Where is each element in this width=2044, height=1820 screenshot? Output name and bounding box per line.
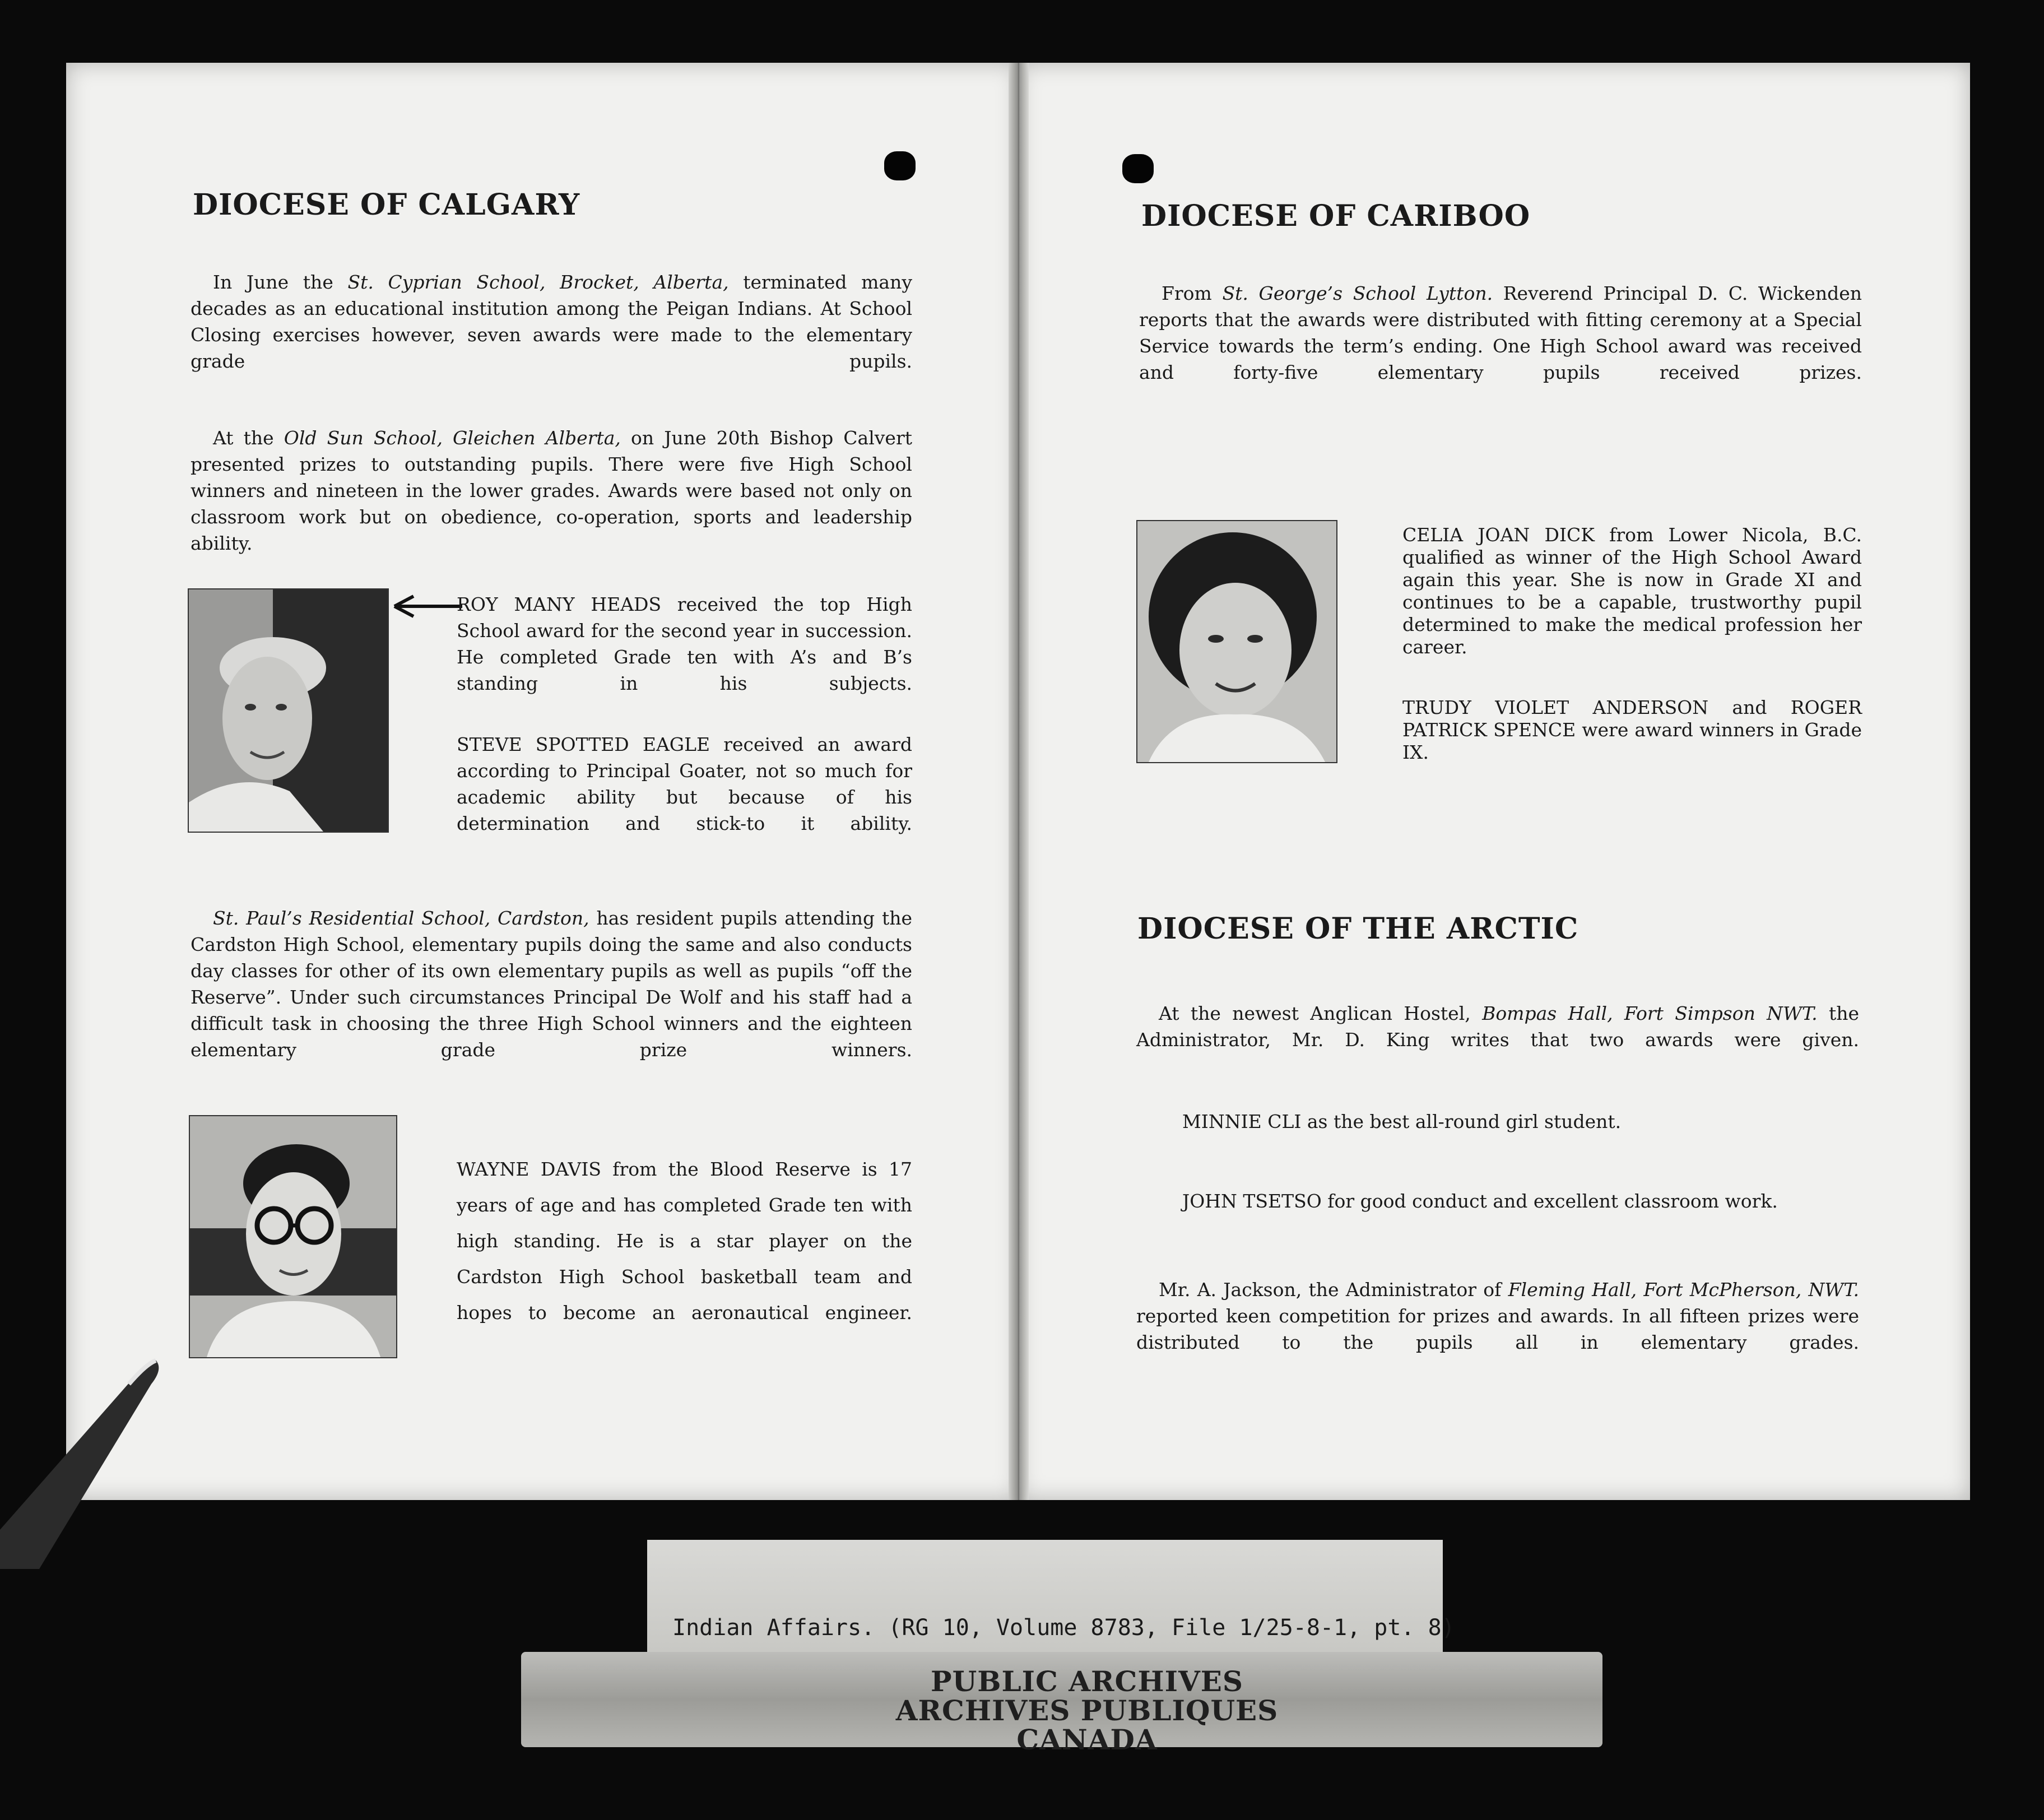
text-run: the Administrator, Mr. D. King writes that two awards were given. (1136, 1002, 1859, 1051)
arrow-left-icon (392, 594, 465, 619)
book-gutter (1009, 63, 1029, 1500)
caption-trudy-and-roger: TRUDY VIOLET ANDERSON and ROGER PATRICK SPENCE were award winners in Grade IX. (1402, 697, 1862, 763)
heading-diocese-of-the-arctic: DIOCESE OF THE ARCTIC (1137, 912, 1579, 946)
text-run: terminated many decades as an educational institution among the Peigan Indians. At School Closing exercises however, seven awards were made to the elementary grade pupils. (191, 271, 912, 372)
school-name-st-pauls: St. Paul’s Residential School, Cardston, (213, 907, 589, 929)
stamp-line: ARCHIVES PUBLIQUES (895, 1694, 1279, 1727)
school-name-st-georges: St. George’s School Lytton. (1222, 282, 1493, 304)
pen-tip-icon (0, 1345, 168, 1569)
text-run: on June 20th Bishop Calvert presented prizes to outstanding pupils. There were five High School winners and nineteen in the lower grades. Awards were based not only on classroom work but on obedience, co-operation, sports and leadership ability. (191, 427, 912, 554)
stamp-line: CANADA (1016, 1723, 1158, 1756)
photo-celia-joan-dick (1136, 520, 1337, 763)
text-run: At the (213, 427, 284, 449)
punch-hole-left (884, 151, 916, 180)
heading-diocese-of-cariboo: DIOCESE OF CARIBOO (1141, 199, 1531, 233)
archive-reference: Indian Affairs. (RG 10, Volume 8783, File 1/25-8-1, pt. 8) (672, 1615, 1455, 1641)
text-run: reported keen competition for prizes and awards. In all fifteen prizes were distributed to the pupils all in elementary grades. (1136, 1305, 1859, 1353)
school-name-st-cyprian: St. Cyprian School, Brocket, Alberta, (347, 271, 729, 293)
paragraph-st-cyprian (191, 269, 912, 401)
school-name-bompas-hall: Bompas Hall, Fort Simpson NWT. (1482, 1002, 1818, 1024)
paragraph-fleming-hall (1136, 1276, 1859, 1382)
heading-diocese-of-calgary: DIOCESE OF CALGARY (193, 188, 580, 222)
school-name-fleming-hall: Fleming Hall, Fort McPherson, NWT. (1508, 1279, 1860, 1301)
caption-steve-spotted-eagle: STEVE SPOTTED EAGLE received an award according to Principal Goater, not so much for academic ability but because of his determination and stick-to it ability. (457, 733, 912, 834)
caption-wayne-davis: WAYNE DAVIS from the Blood Reserve is 17 years of age and has completed Grade ten with high standing. He is a star player on the Cardston High School basketball team and hopes to become an aeronautical engineer. (457, 1158, 912, 1324)
photo-wayne-davis (189, 1115, 397, 1358)
paragraph-st-georges (1139, 280, 1862, 412)
text-run: Reverend Principal D. C. Wickenden reports that the awards were distributed with fitting ceremony at a Special Service towards the term’s ending. One High School award was received and forty-five elementary pupils received prizes. (1139, 282, 1862, 383)
text-run: At the newest Anglican Hostel, (1159, 1002, 1483, 1024)
school-name-old-sun: Old Sun School, Gleichen Alberta, (284, 427, 621, 449)
text-run: Mr. A. Jackson, the Administrator of (1159, 1279, 1508, 1301)
stamp-line: PUBLIC ARCHIVES (931, 1665, 1243, 1698)
photo-roy-many-heads (188, 588, 389, 833)
paragraph-old-sun (191, 425, 912, 583)
caption-roy-many-heads: ROY MANY HEADS received the top High School award for the second year in succession. He completed Grade ten with A’s and B’s standing in his subjects. (457, 593, 912, 694)
archive-stamp (672, 1667, 1502, 1754)
text-run: In June the (213, 271, 348, 293)
caption-celia-joan-dick: CELIA JOAN DICK from Lower Nicola, B.C. qualified as winner of the High School Award again this year. She is now in Grade XI and continues to be a capable, trustworthy pupil determined to make the medical profession her career. (1402, 524, 1862, 658)
paragraph-st-pauls (191, 905, 912, 1089)
award-john-tsetso: JOHN TSETSO for good conduct and excellent classroom work. (1182, 1190, 1778, 1212)
award-minnie-cli: MINNIE CLI as the best all-round girl student. (1182, 1111, 1622, 1132)
text-run: From (1162, 282, 1223, 304)
punch-hole-right (1122, 154, 1154, 183)
paragraph-bompas-hall (1136, 1000, 1859, 1079)
text-run: has resident pupils attending the Cardston High School, elementary pupils doing the same and also conducts day classes for other of its own elementary pupils as well as pupils “off the Reserve”. Under such circumstances Principal De Wolf and his staff had a difficult task in choosing the three High School winners and the eighteen elementary grade prize winners. (191, 907, 913, 1061)
